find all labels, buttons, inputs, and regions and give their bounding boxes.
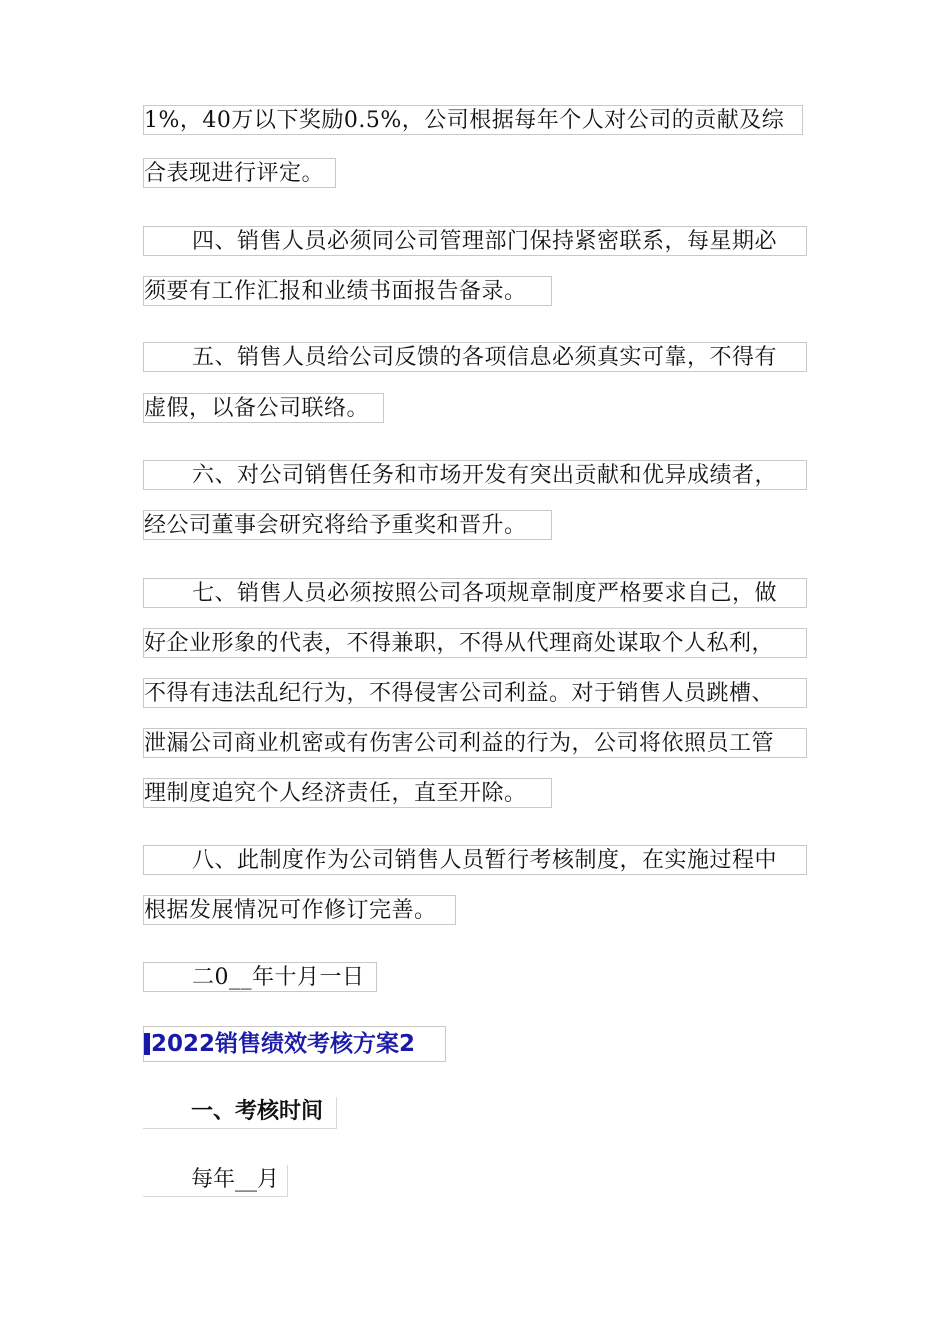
- paragraph-line: 六、对公司销售任务和市场开发有突出贡献和优异成绩者，: [143, 460, 807, 490]
- paragraph-line: 泄漏公司商业机密或有伤害公司利益的行为，公司将依照员工管: [143, 728, 807, 758]
- paragraph-line: 虚假，以备公司联络。: [143, 393, 384, 423]
- paragraph-line: 五、销售人员给公司反馈的各项信息必须真实可靠，不得有: [143, 342, 807, 372]
- paragraph-line: 合表现进行评定。: [143, 158, 336, 188]
- paragraph-line: 理制度追究个人经济责任，直至开除。: [143, 778, 552, 808]
- paragraph-line: 八、此制度作为公司销售人员暂行考核制度，在实施过程中: [143, 845, 807, 875]
- heading-text: 2022销售绩效考核方案2: [151, 1031, 416, 1057]
- paragraph-line: 七、销售人员必须按照公司各项规章制度严格要求自己，做: [143, 578, 807, 608]
- paragraph-line: 根据发展情况可作修订完善。: [143, 895, 456, 925]
- paragraph-line: 1%，40万以下奖励0.5%，公司根据每年个人对公司的贡献及综: [143, 105, 803, 135]
- paragraph-line: 经公司董事会研究将给予重奖和晋升。: [143, 510, 552, 540]
- paragraph-line: 四、销售人员必须同公司管理部门保持紧密联系，每星期必: [143, 226, 807, 256]
- section-title: 一、考核时间: [143, 1097, 337, 1129]
- paragraph-line: 好企业形象的代表，不得兼职，不得从代理商处谋取个人私利，: [143, 628, 807, 658]
- heading-marker-icon: [144, 1033, 150, 1055]
- paragraph-line: 不得有违法乱纪行为，不得侵害公司利益。对于销售人员跳槽、: [143, 678, 807, 708]
- document-heading: [143, 1026, 446, 1062]
- date-line: 二0__年十月一日: [143, 962, 377, 992]
- paragraph-line: 须要有工作汇报和业绩书面报告备录。: [143, 276, 552, 306]
- section-body: 每年__月: [143, 1165, 288, 1197]
